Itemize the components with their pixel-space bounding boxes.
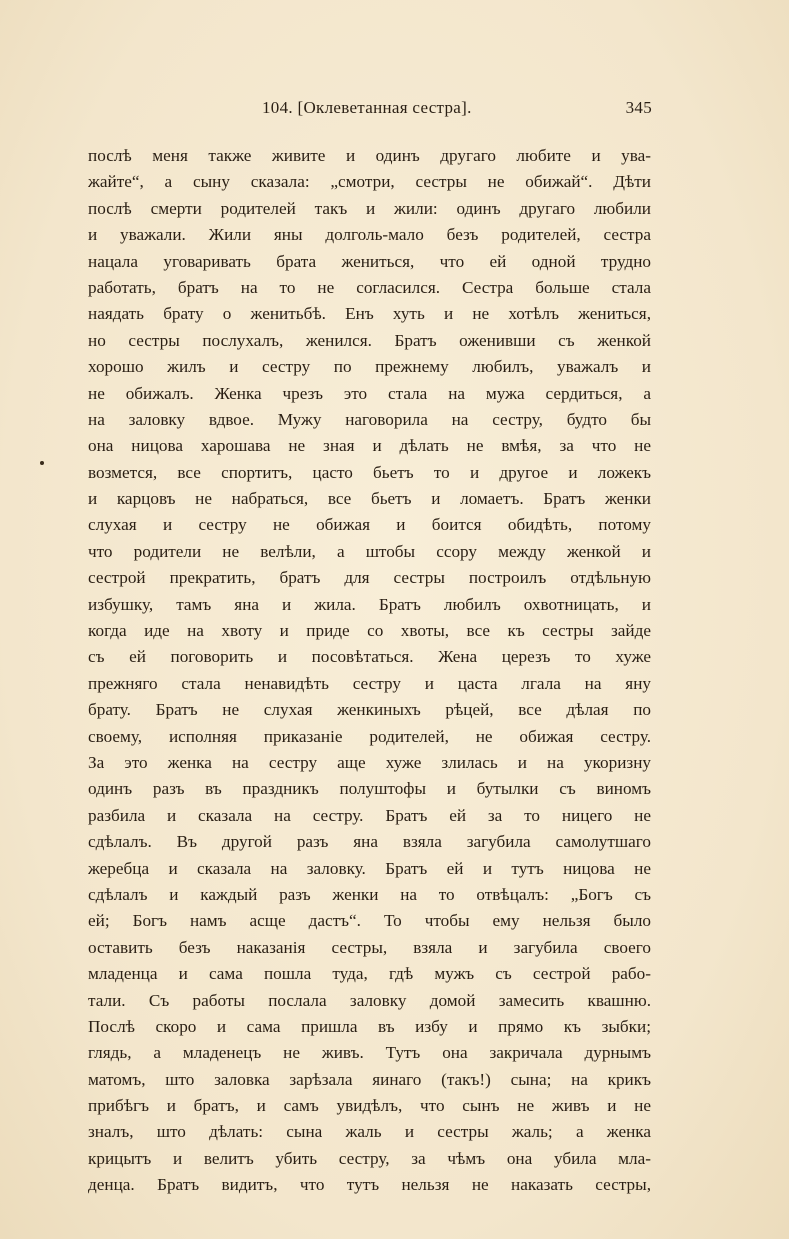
text-line: хорошо жилъ и сестру по прежнему любилъ, уважалъ и: [88, 357, 651, 377]
text-line: что родители не велѣли, а штобы ссору между женкой и: [88, 541, 651, 561]
body-text: [88, 143, 651, 1199]
text-line: крицытъ и велитъ убить сестру, за чѣмъ она убила мла-: [88, 1148, 651, 1168]
text-line: слухая и сестру не обижая и боится обидѣть, потому: [88, 515, 651, 535]
text-line: зналъ, што дѣлать: сына жаль и сестры жаль; а женка: [88, 1122, 651, 1142]
text-line: матомъ, што заловка зарѣзала яинаго (такъ!) сына; на крикъ: [88, 1069, 651, 1089]
text-line: и уважали. Жили яны долголь-мало безъ родителей, сестра: [88, 225, 651, 245]
text-line: съ ей поговорить и посовѣтаться. Жена церезъ то хуже: [88, 647, 651, 667]
text-line: и карцовъ не набраться, все бьетъ и ломаетъ. Братъ женки: [88, 489, 651, 509]
text-line: но сестры послухалъ, женился. Братъ оженивши съ женкой: [88, 330, 651, 350]
text-line: когда иде на хвоту и приде со хвоты, все къ сестры зайде: [88, 621, 651, 641]
text-line: тали. Съ работы послала заловку домой замесить квашню.: [88, 990, 651, 1010]
text-line: послѣ меня также живите и одинъ другаго любите и ува-: [88, 146, 651, 165]
text-line: не обижалъ. Женка чрезъ это стала на мужа сердиться, а: [88, 383, 651, 403]
text-line: возмется, все спортитъ, цасто бьетъ то и другое и ложекъ: [88, 462, 651, 482]
text-line: оставить безъ наказанiя сестры, взяла и загубила своего: [88, 937, 651, 957]
text-line: сдѣлалъ. Въ другой разъ яна взяла загубила самолутшаго: [88, 832, 651, 852]
text-line: одинъ разъ въ праздникъ полуштофы и бутылки съ виномъ: [88, 779, 651, 799]
text-line: глядь, а младенецъ не живъ. Тутъ она закричала дурнымъ: [88, 1043, 651, 1063]
text-line: работать, братъ на то не согласился. Сестра больше стала: [88, 277, 651, 297]
text-line: младенца и сама пошла туда, гдѣ мужъ съ сестрой рабо-: [88, 964, 651, 984]
text-line: на заловку вдвое. Мужу наговорила на сестру, будто бы: [88, 409, 651, 429]
text-line: За это женка на сестру аще хуже злилась и на укоризну: [88, 752, 651, 772]
text-line: Послѣ скоро и сама пришла въ избу и прямо къ зыбки;: [88, 1016, 651, 1036]
chapter-title: 104. [Оклеветанная сестра].: [262, 98, 472, 117]
text-line: прибѣгъ и братъ, и самъ увидѣлъ, что сынъ не живъ и не: [88, 1096, 651, 1116]
text-line: денца. Братъ видитъ, что тутъ нельзя не наказать сестры,: [88, 1175, 651, 1195]
page-number: 345: [625, 98, 652, 117]
text-line: жайте“, а сыну сказала: „смотри, сестры не обижай“. Дѣти: [88, 172, 651, 192]
text-line: жеребца и сказала на заловку. Братъ ей и тутъ ницова не: [88, 858, 651, 878]
text-line: сдѣлалъ и каждый разъ женки на то отвѣцалъ: „Богъ съ: [88, 884, 651, 904]
text-line: сестрой прекратить, братъ для сестры построилъ отдѣльную: [88, 568, 651, 588]
text-line: брату. Братъ не слухая женкиныхъ рѣцей, все дѣлая по: [88, 700, 651, 720]
running-header: [92, 98, 652, 126]
text-line: своему, исполняя приказанiе родителей, не обижая сестру.: [88, 726, 651, 746]
text-line: разбила и сказала на сестру. Братъ ей за то ницего не: [88, 805, 651, 825]
text-line: прежняго стала ненавидѣть сестру и цаста лгала на яну: [88, 673, 651, 693]
text-line: ей; Богъ намъ асще дастъ“. То чтобы ему нельзя было: [88, 911, 651, 931]
text-line: избушку, тамъ яна и жила. Братъ любилъ охвотницать, и: [88, 594, 651, 614]
margin-mark: [40, 461, 44, 465]
text-line: она ницова харошава не зная и дѣлать не вмѣя, за что не: [88, 436, 651, 456]
text-line: нацала уговаривать брата жениться, что ей одной трудно: [88, 251, 651, 271]
text-line: наядать брату о женитьбѣ. Енъ хуть и не хотѣлъ жениться,: [88, 304, 651, 324]
text-line: послѣ смерти родителей такъ и жили: одинъ другаго любили: [88, 198, 651, 218]
